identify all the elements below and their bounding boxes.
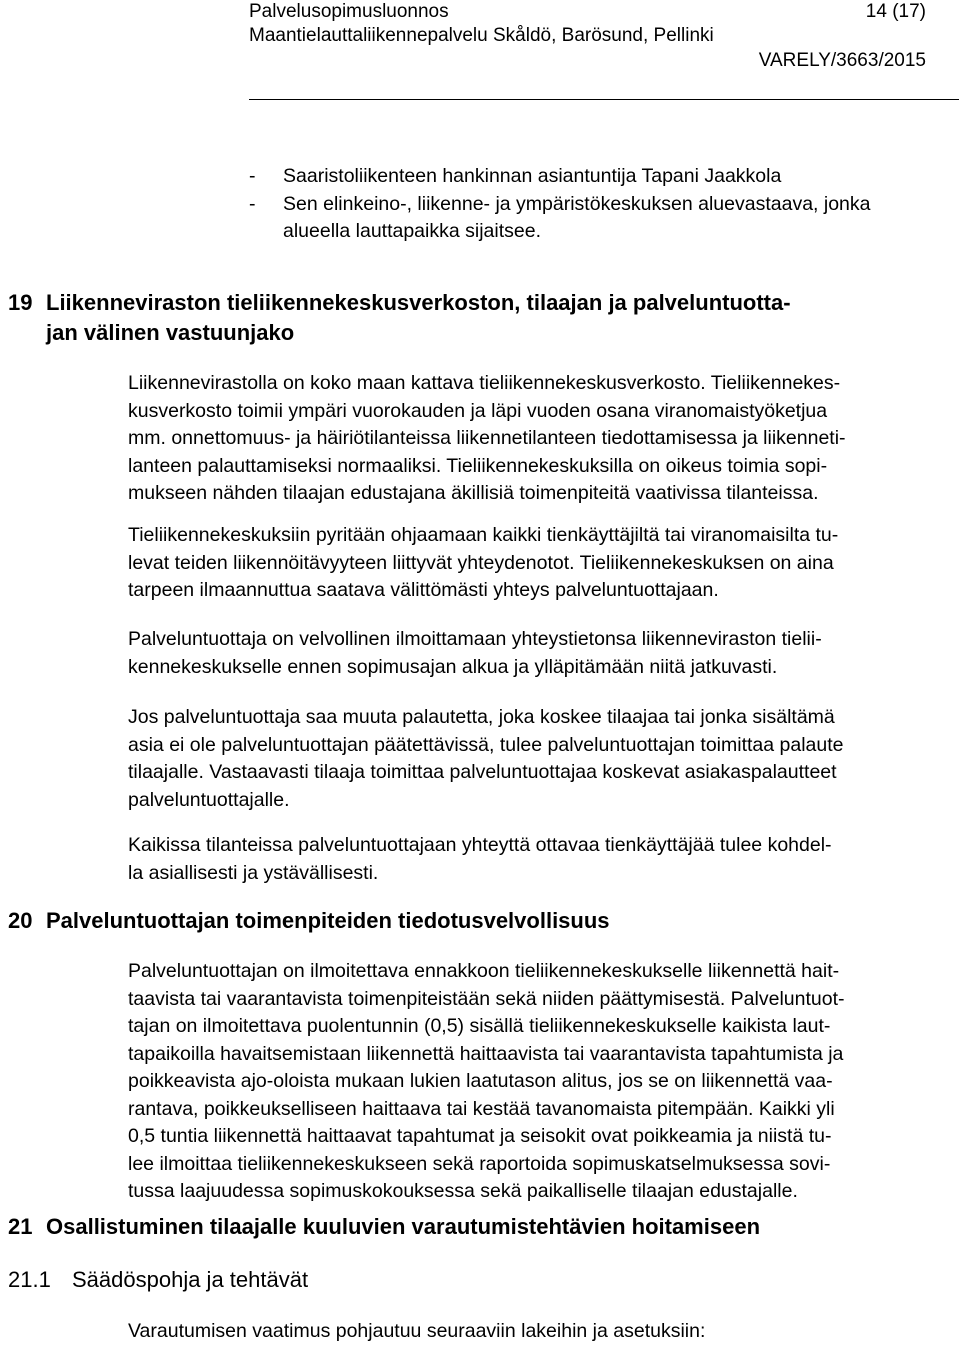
paragraph-line: tapaikoilla havaitsemistaan liikennettä haittaavista tai vaarantavista tapahtumista ja (128, 1042, 844, 1065)
page-header (0, 0, 960, 100)
paragraph-line: Jos palveluntuottaja saa muuta palautetta, joka koskee tilaajaa tai jonka sisältämä (128, 706, 835, 728)
paragraph-line: Palveluntuottajan on ilmoitettava ennakkoon tieliikennekeskukselle liikennettä hait- (128, 960, 840, 982)
paragraph-line: 0,5 tuntia liikennettä haittaavat tapahtumat ja seisokit ovat poikkeamia ja niistä tu- (128, 1125, 832, 1147)
subsection-21-1-heading (8, 1265, 308, 1295)
paragraph-line: tussa laajuudessa sopimuskokouksessa sekä paikalliselle tilaajan edustajalle. (128, 1180, 798, 1202)
paragraph-line: kusverkosto toimii ympäri vuorokauden ja läpi vuoden osana viranomaistyöketjua (128, 399, 828, 422)
paragraph-line: taavista tai vaarantavista toimenpiteistään sekä niiden päättymisestä. Palveluntuot- (128, 987, 845, 1010)
heading-text: Osallistuminen tilaajalle kuuluvien varautumistehtävien hoitamiseen (46, 1214, 761, 1239)
list-item-text: alueella lauttapaikka sijaitsee. (283, 220, 541, 242)
paragraph-line: lee ilmoittaa tieliikennekeskukseen sekä raportoida sopimuskatselmuksessa sovi- (128, 1152, 831, 1175)
paragraph-line: kennekeskukselle ennen sopimusajan alkua ja ylläpitämään niitä jatkuvasti. (128, 655, 778, 678)
section-number: 19 (8, 290, 33, 315)
document-subtitle: Maantielauttaliikennepalvelu Skåldö, Barösund, Pellinki (249, 25, 714, 46)
heading-text: Liikenneviraston tieliikennekeskusverkoston, tilaajan ja palveluntuotta- (46, 290, 791, 315)
paragraph-line: levat teiden liikennöitävyyteen liittyvät yhteydenotot. Tieliikennekeskuksen on aina (128, 551, 834, 574)
paragraph (128, 522, 948, 605)
list-dash: - (249, 165, 256, 187)
paragraph-line: Varautumisen vaatimus pohjautuu seuraaviin lakeihin ja asetuksiin: (128, 1320, 706, 1342)
paragraph-line: Liikennevirastolla on koko maan kattava tieliikennekeskusverkosto. Tieliikennekes- (128, 372, 841, 394)
section-number: 21 (8, 1214, 33, 1239)
section-20-heading (8, 906, 948, 936)
paragraph-line: mm. onnettomuus- ja häiriötilanteissa liikennetilanteen tiedottamisessa ja liikenneti- (128, 427, 846, 449)
paragraph-line: tajan on ilmoitettava puolentunnin (0,5) sisällä tieliikennekeskukselle kaikista laut- (128, 1015, 831, 1037)
list-item-text: Saaristoliikenteen hankinnan asiantuntija Tapani Jaakkola (283, 165, 782, 187)
heading-line: jan välinen vastuunjako (46, 320, 295, 345)
heading-line (8, 288, 948, 318)
paragraph-line: lanteen palauttamiseksi normaaliksi. Tieliikennekeskuksilla on oikeus toimia sopi- (128, 454, 828, 477)
document-title: Palvelusopimusluonnos (249, 1, 449, 22)
section-21-heading (8, 1212, 948, 1242)
paragraph-line: Palveluntuottaja on velvollinen ilmoittamaan yhteystietonsa liikenneviraston tielii- (128, 628, 822, 650)
paragraph-line: tilaajalle. Vastaavasti tilaaja toimittaa palveluntuottajaa koskevat asiakaspalautteet (128, 761, 837, 783)
paragraph-line: tarpeen ilmaannuttua saatava välittömästi yhteys palveluntuottajaan. (128, 579, 719, 601)
paragraph (128, 832, 948, 887)
section-number: 20 (8, 908, 33, 933)
list-item (249, 163, 949, 191)
section-19-heading (8, 288, 948, 348)
paragraph-line: asia ei ole palveluntuottajan päätettävissä, tulee palveluntuottajan toimittaa palaute (128, 733, 844, 756)
paragraph (128, 626, 948, 681)
header-divider (249, 99, 959, 100)
list-item (249, 191, 949, 246)
paragraph-line: Tieliikennekeskuksiin pyritään ohjaamaan kaikki tienkäyttäjiltä tai viranomaisilta tu- (128, 524, 839, 546)
list-dash: - (249, 192, 256, 215)
intro-list (249, 163, 949, 246)
paragraph-line: mukseen nähden tilaajan edustajana äkillisiä toimenpiteitä vaativissa tilanteissa. (128, 482, 819, 504)
list-item-text: Sen elinkeino-, liikenne- ja ympäristökeskuksen aluevastaava, jonka (283, 192, 871, 215)
paragraph (128, 370, 948, 508)
paragraph-line: la asiallisesti ja ystävällisesti. (128, 861, 379, 884)
page-number: 14 (17) (865, 1, 926, 22)
heading-text: Palveluntuottajan toimenpiteiden tiedotusvelvollisuus (46, 908, 610, 933)
paragraph (128, 1318, 948, 1346)
subsection-number: 21.1 (8, 1267, 51, 1292)
paragraph (128, 704, 948, 814)
paragraph-line: rantava, poikkeukselliseen haittaava tai kestää tavanomaista pitempään. Kaikki yli (128, 1097, 835, 1120)
subsection-title: Säädöspohja ja tehtävät (72, 1267, 309, 1292)
document-reference: VARELY/3663/2015 (758, 50, 926, 71)
paragraph (128, 958, 948, 1206)
paragraph-line: Kaikissa tilanteissa palveluntuottajaan yhteyttä ottavaa tienkäyttäjää tulee kohdel- (128, 834, 832, 856)
paragraph-line: palveluntuottajalle. (128, 788, 290, 811)
paragraph-line: poikkeavista ajo-oloista mukaan lukien laatutason alitus, jos se on liikennettä vaa- (128, 1070, 833, 1092)
